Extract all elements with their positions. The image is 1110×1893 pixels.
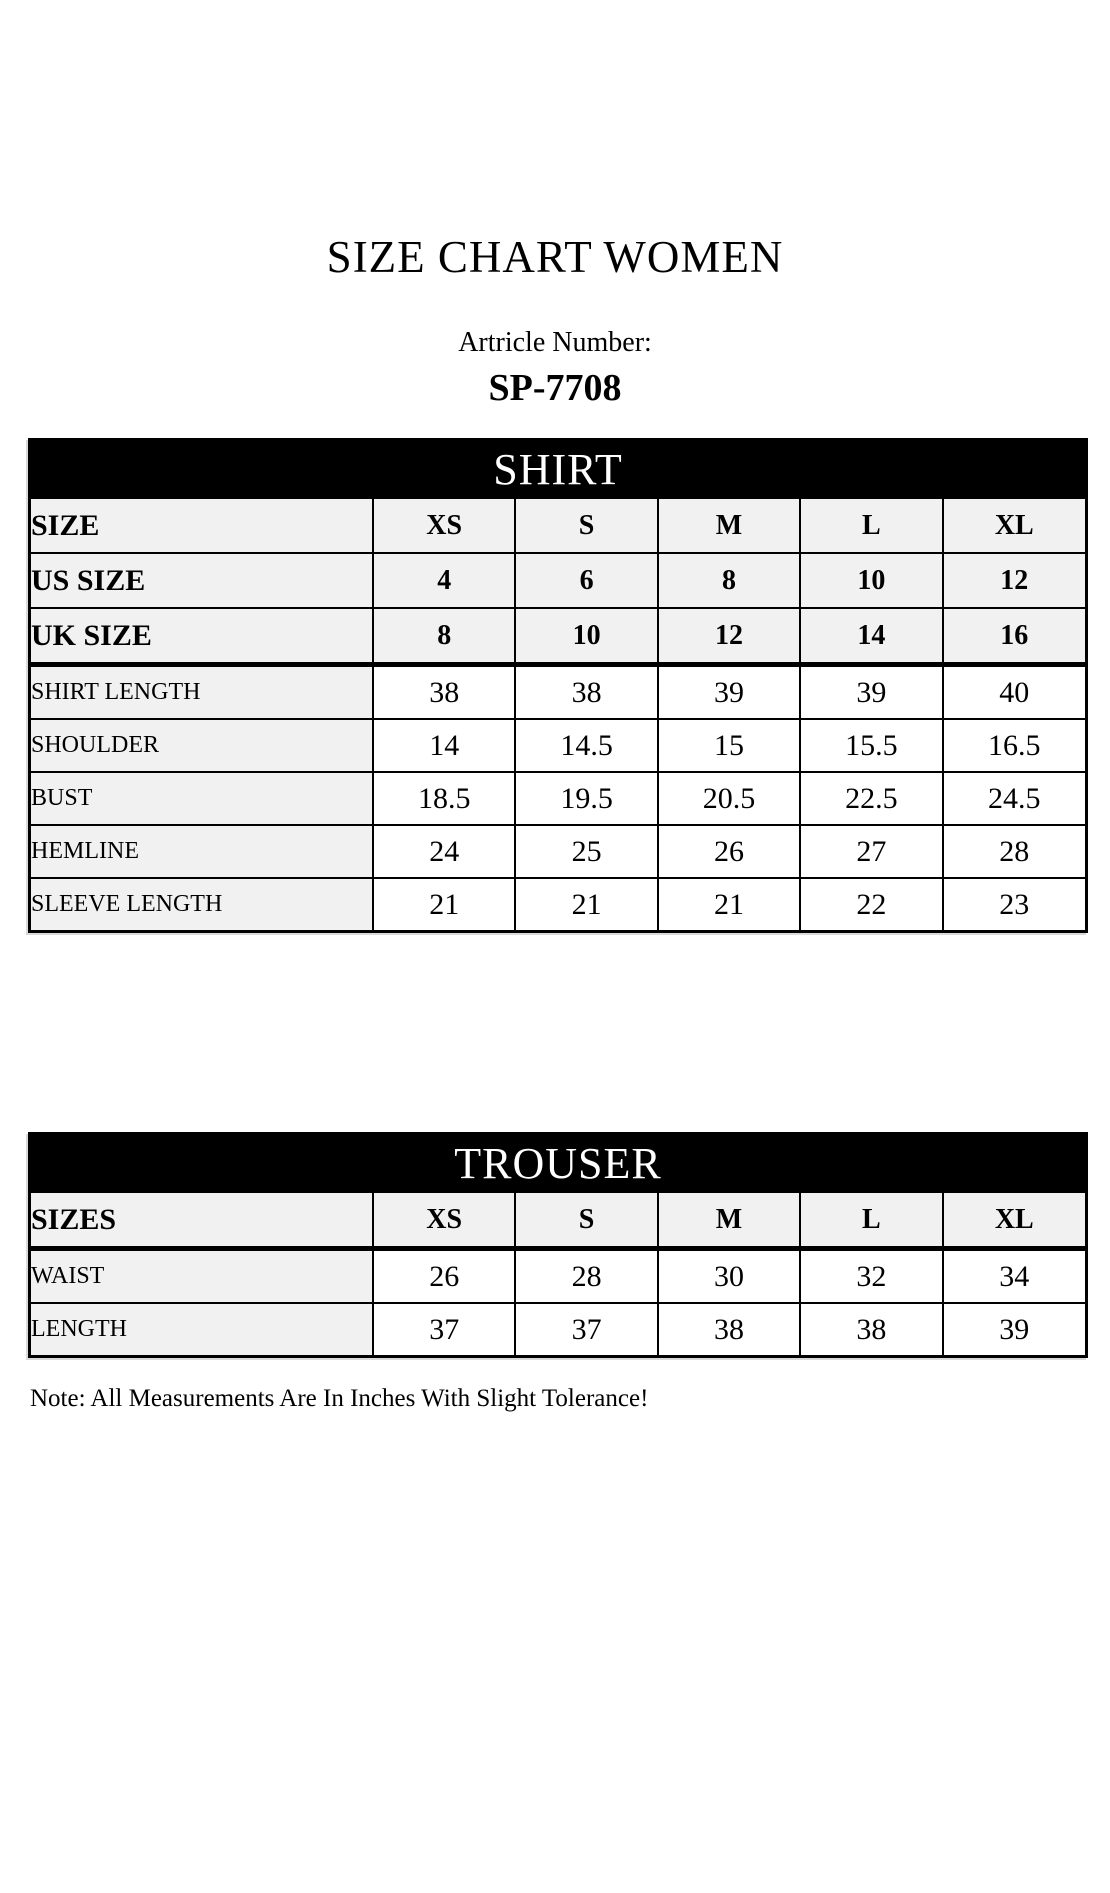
row-label: SHIRT LENGTH bbox=[31, 665, 373, 720]
trouser-size-chart bbox=[28, 1132, 1088, 1358]
value-cell: 22.5 bbox=[800, 772, 942, 825]
shirt-table-body bbox=[31, 499, 1085, 930]
value-cell: 20.5 bbox=[658, 772, 800, 825]
row-label: SIZE bbox=[31, 499, 373, 553]
row-label: SIZES bbox=[31, 1193, 373, 1249]
trouser-table-title: TROUSER bbox=[31, 1135, 1085, 1193]
value-cell: 8 bbox=[373, 608, 515, 665]
value-cell: S bbox=[515, 1193, 657, 1249]
value-cell: 30 bbox=[658, 1249, 800, 1304]
value-cell: 18.5 bbox=[373, 772, 515, 825]
value-cell: 39 bbox=[800, 665, 942, 720]
shirt-size-chart bbox=[28, 438, 1088, 933]
value-cell: M bbox=[658, 499, 800, 553]
value-cell: 28 bbox=[515, 1249, 657, 1304]
value-cell: 16 bbox=[943, 608, 1085, 665]
value-cell: 19.5 bbox=[515, 772, 657, 825]
measurement-note: Note: All Measurements Are In Inches With Slight Tolerance! bbox=[30, 1385, 649, 1412]
value-cell: 37 bbox=[515, 1303, 657, 1355]
value-cell: XS bbox=[373, 499, 515, 553]
row-label: WAIST bbox=[31, 1249, 373, 1304]
value-cell: 25 bbox=[515, 825, 657, 878]
value-cell: 14 bbox=[800, 608, 942, 665]
value-cell: 12 bbox=[658, 608, 800, 665]
value-cell: 38 bbox=[658, 1303, 800, 1355]
value-cell: XS bbox=[373, 1193, 515, 1249]
value-cell: 15.5 bbox=[800, 719, 942, 772]
value-cell: 21 bbox=[515, 878, 657, 930]
value-cell: 12 bbox=[943, 553, 1085, 608]
value-cell: 14.5 bbox=[515, 719, 657, 772]
value-cell: 32 bbox=[800, 1249, 942, 1304]
table-row bbox=[31, 499, 1085, 553]
size-chart-document bbox=[0, 228, 1110, 1893]
value-cell: L bbox=[800, 499, 942, 553]
value-cell: 40 bbox=[943, 665, 1085, 720]
value-cell: 4 bbox=[373, 553, 515, 608]
value-cell: 26 bbox=[373, 1249, 515, 1304]
trouser-table-body bbox=[31, 1193, 1085, 1355]
value-cell: XL bbox=[943, 1193, 1085, 1249]
value-cell: 15 bbox=[658, 719, 800, 772]
value-cell: 39 bbox=[658, 665, 800, 720]
value-cell: 24.5 bbox=[943, 772, 1085, 825]
value-cell: 38 bbox=[515, 665, 657, 720]
row-label: LENGTH bbox=[31, 1303, 373, 1355]
value-cell: 8 bbox=[658, 553, 800, 608]
value-cell: 34 bbox=[943, 1249, 1085, 1304]
value-cell: 27 bbox=[800, 825, 942, 878]
row-label: HEMLINE bbox=[31, 825, 373, 878]
row-label: US SIZE bbox=[31, 553, 373, 608]
table-row bbox=[31, 1193, 1085, 1249]
value-cell: 14 bbox=[373, 719, 515, 772]
value-cell: 37 bbox=[373, 1303, 515, 1355]
article-number-label: Artricle Number: bbox=[458, 327, 652, 358]
value-cell: 10 bbox=[515, 608, 657, 665]
value-cell: 21 bbox=[658, 878, 800, 930]
table-row bbox=[31, 1249, 1085, 1304]
value-cell: M bbox=[658, 1193, 800, 1249]
value-cell: 6 bbox=[515, 553, 657, 608]
value-cell: 23 bbox=[943, 878, 1085, 930]
value-cell: 38 bbox=[373, 665, 515, 720]
table-row bbox=[31, 772, 1085, 825]
table-row bbox=[31, 878, 1085, 930]
row-label: UK SIZE bbox=[31, 608, 373, 665]
table-row bbox=[31, 825, 1085, 878]
table-row bbox=[31, 553, 1085, 608]
table-row bbox=[31, 665, 1085, 720]
value-cell: 24 bbox=[373, 825, 515, 878]
value-cell: 38 bbox=[800, 1303, 942, 1355]
value-cell: 28 bbox=[943, 825, 1085, 878]
article-number-value: SP-7708 bbox=[488, 367, 622, 409]
value-cell: 10 bbox=[800, 553, 942, 608]
value-cell: L bbox=[800, 1193, 942, 1249]
value-cell: 26 bbox=[658, 825, 800, 878]
value-cell: XL bbox=[943, 499, 1085, 553]
shirt-table bbox=[31, 499, 1085, 930]
table-row bbox=[31, 1303, 1085, 1355]
value-cell: 21 bbox=[373, 878, 515, 930]
value-cell: 16.5 bbox=[943, 719, 1085, 772]
row-label: SLEEVE LENGTH bbox=[31, 878, 373, 930]
page-title: SIZE CHART WOMEN bbox=[326, 232, 784, 282]
table-row bbox=[31, 719, 1085, 772]
row-label: BUST bbox=[31, 772, 373, 825]
row-label: SHOULDER bbox=[31, 719, 373, 772]
table-row bbox=[31, 608, 1085, 665]
value-cell: 22 bbox=[800, 878, 942, 930]
shirt-table-title: SHIRT bbox=[31, 441, 1085, 499]
trouser-table bbox=[31, 1193, 1085, 1355]
value-cell: S bbox=[515, 499, 657, 553]
value-cell: 39 bbox=[943, 1303, 1085, 1355]
